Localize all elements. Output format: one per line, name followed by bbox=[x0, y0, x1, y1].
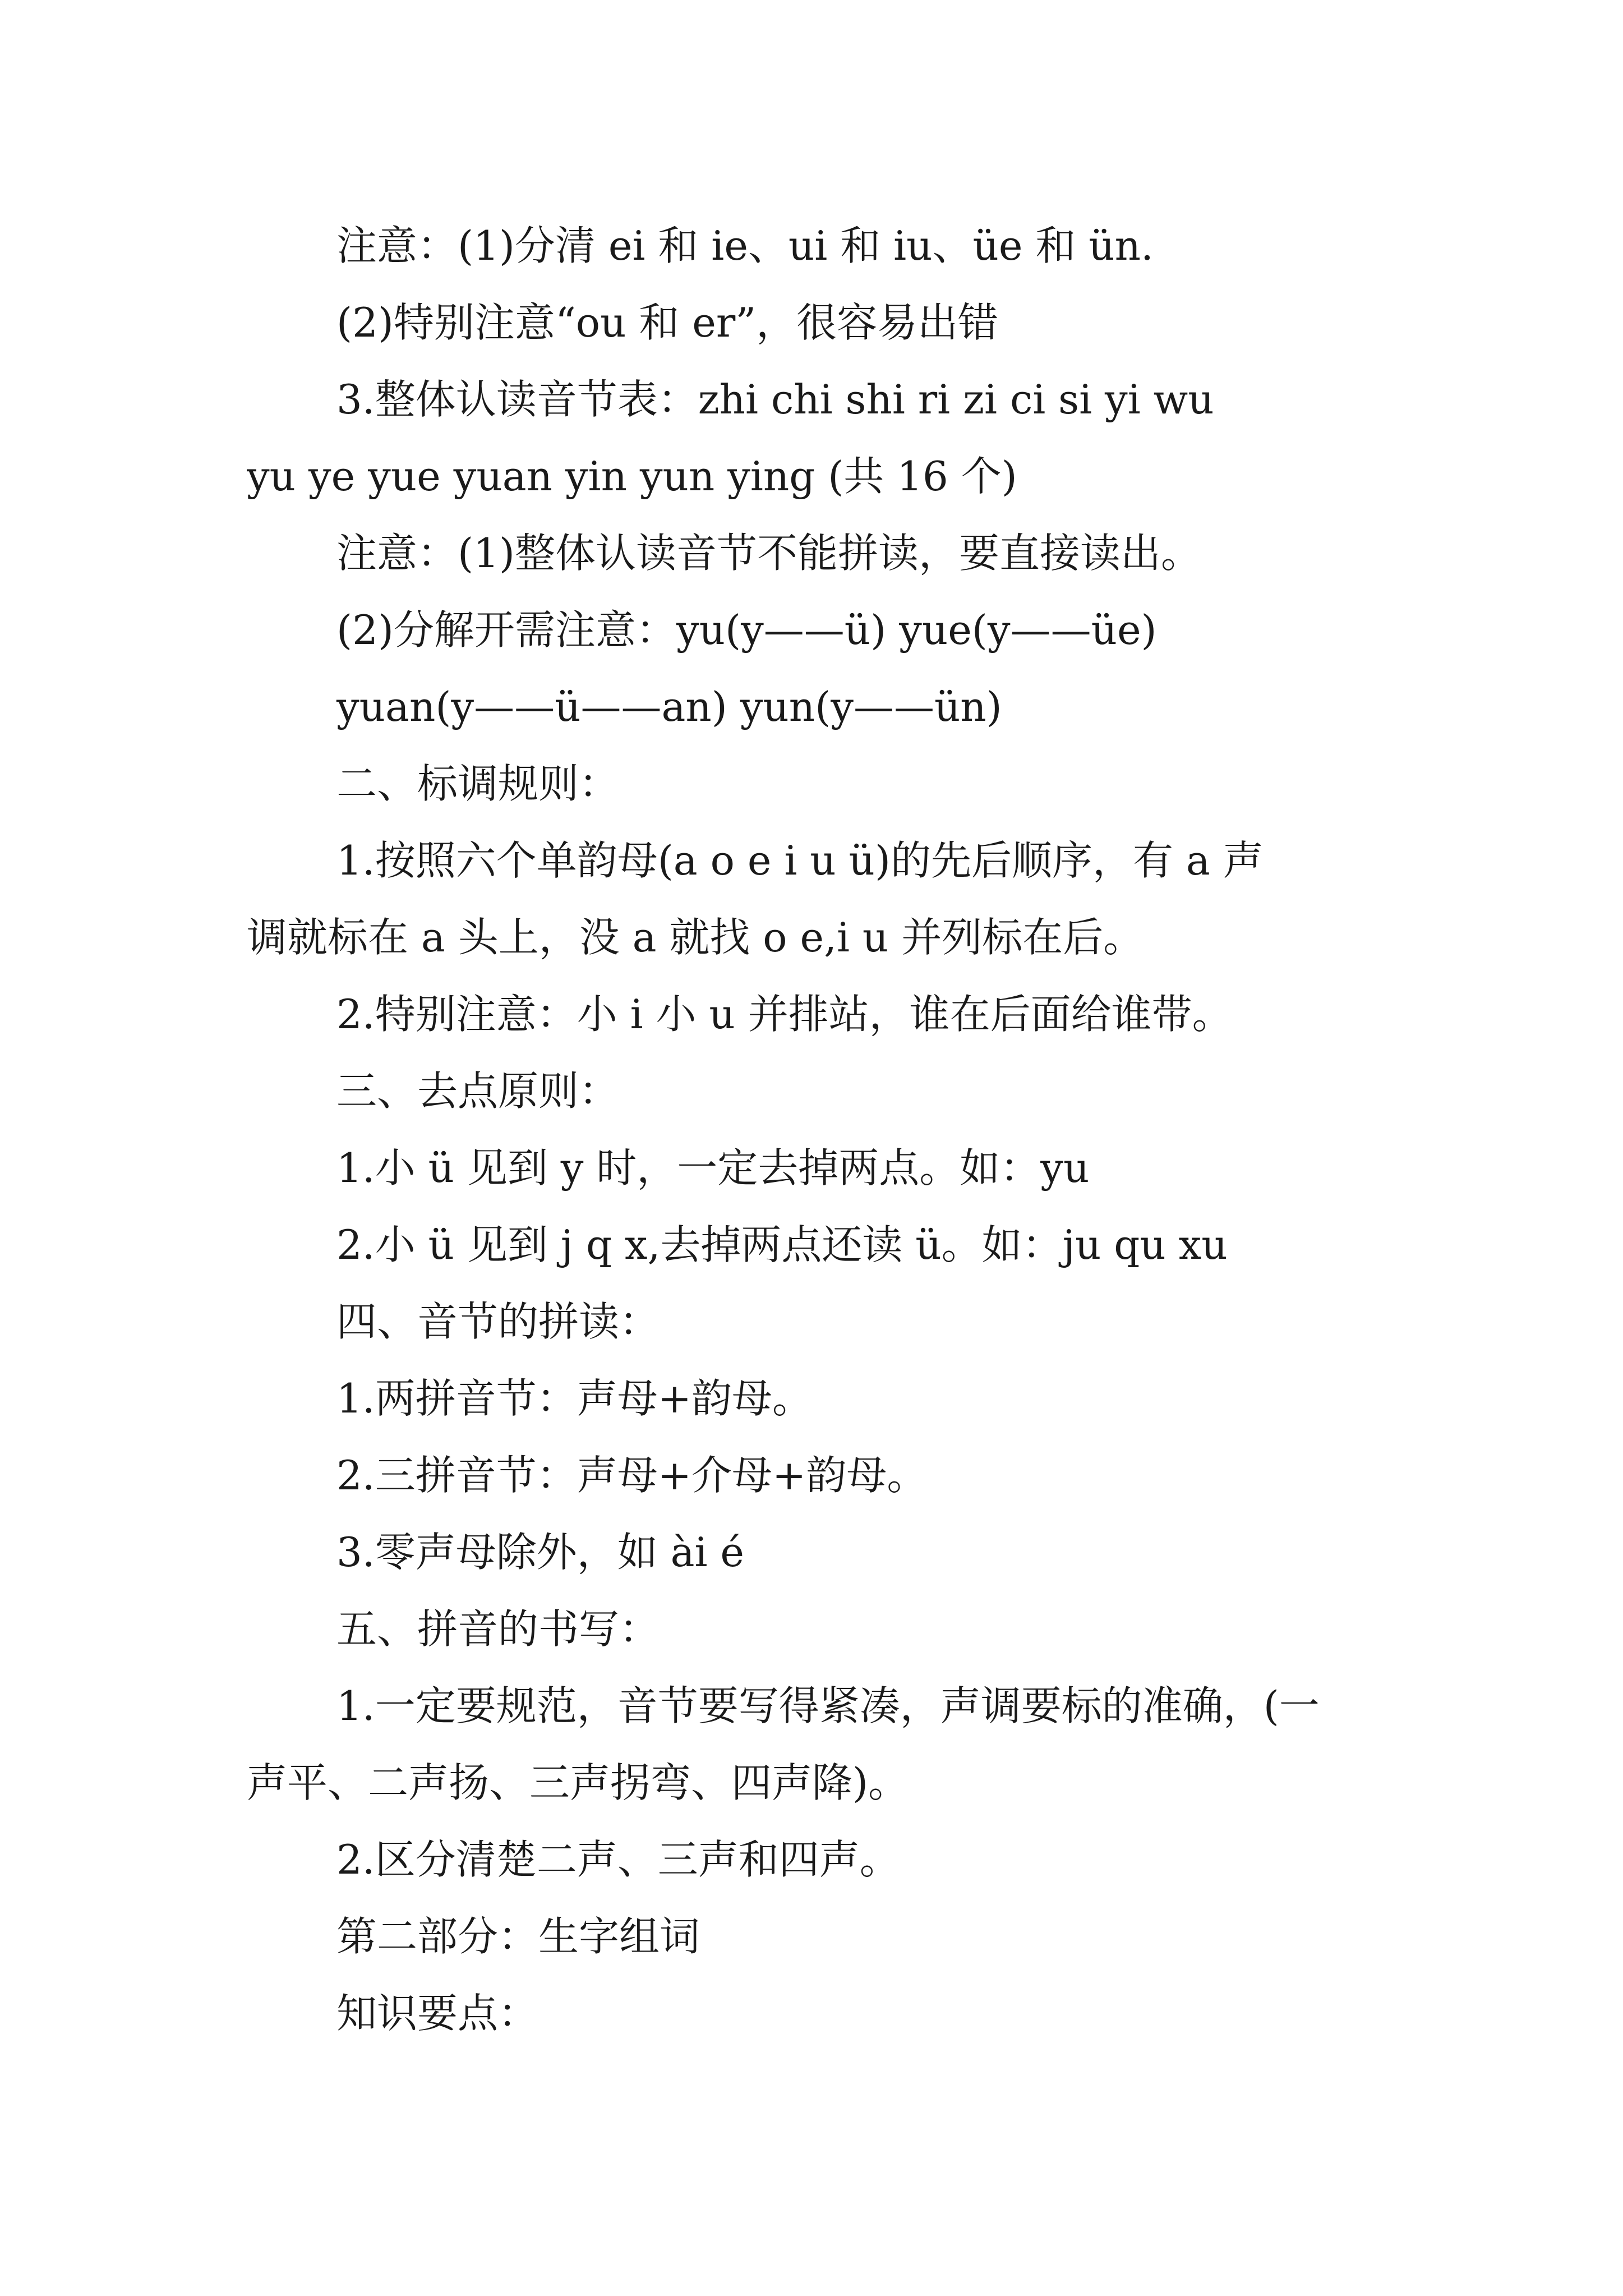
text-line: 2.小 ü 见到 j q x,去掉两点还读 ü。如：ju qu xu bbox=[336, 1221, 1228, 1268]
text-line: 2.区分清楚二声、三声和四声。 bbox=[336, 1836, 900, 1883]
text-line: 3.零声母除外，如 ài é bbox=[336, 1529, 745, 1576]
text-line: 2.三拼音节：声母+介母+韵母。 bbox=[336, 1452, 928, 1499]
text-line: 声平、二声扬、三声拐弯、四声降)。 bbox=[247, 1759, 909, 1806]
section-heading: 三、去点原则： bbox=[336, 1068, 620, 1115]
text-line: 1.一定要规范，音节要写得紧凑，声调要标的准确，(一 bbox=[336, 1682, 1320, 1729]
text-line: 3.整体认读音节表：zhi chi shi ri zi ci si yi wu bbox=[336, 376, 1214, 423]
document-body bbox=[247, 208, 1391, 2052]
text-line: 1.两拼音节：声母+韵母。 bbox=[336, 1375, 813, 1422]
section-heading: 二、标调规则： bbox=[336, 760, 620, 807]
text-line: 调就标在 a 头上，没 a 就找 o e,i u 并列标在后。 bbox=[247, 914, 1144, 961]
text-line: 2.特别注意：小 i 小 u 并排站，谁在后面给谁带。 bbox=[336, 991, 1233, 1038]
text-line: 注意：(1)分清 ei 和 ie、ui 和 iu、üe 和 ün. bbox=[336, 222, 1154, 269]
text-line: 1.小 ü 见到 y 时，一定去掉两点。如：yu bbox=[336, 1144, 1090, 1191]
text-line: 注意：(1)整体认读音节不能拼读，要直接读出。 bbox=[336, 530, 1201, 577]
section-heading: 五、拼音的书写： bbox=[336, 1605, 660, 1653]
section-heading: 四、音节的拼读： bbox=[336, 1298, 660, 1345]
text-line: yuan(y——ü——an) yun(y——ün) bbox=[336, 683, 1002, 730]
text-line: (2)特别注意“ou 和 er”，很容易出错 bbox=[336, 299, 999, 346]
text-line: (2)分解开需注意：yu(y——ü) yue(y——üe) bbox=[336, 606, 1157, 654]
text-line: 知识要点： bbox=[336, 1990, 539, 2037]
text-line: 1.按照六个单韵母(a o e i u ü)的先后顺序，有 a 声 bbox=[336, 837, 1264, 884]
text-line: yu ye yue yuan yin yun ying (共 16 个) bbox=[247, 453, 1017, 500]
section-heading: 第二部分：生字组词 bbox=[336, 1913, 700, 1960]
